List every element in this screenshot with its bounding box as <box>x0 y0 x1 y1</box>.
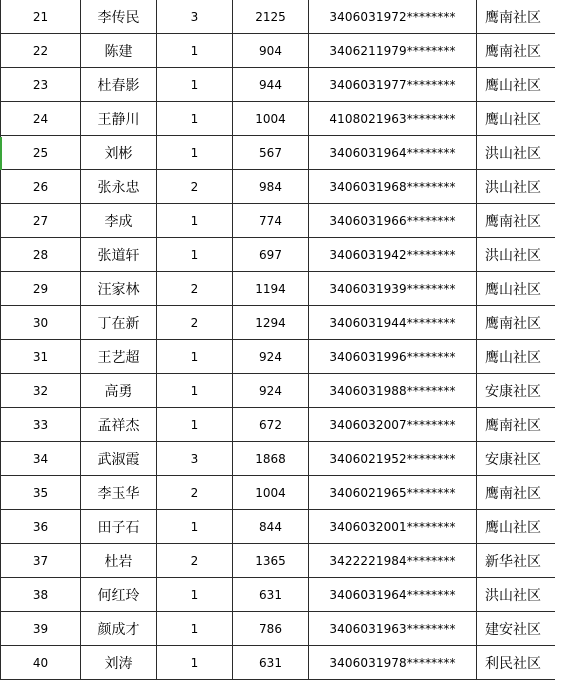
table-row <box>1 612 555 646</box>
cell-name[interactable]: 杜岩 <box>81 544 157 578</box>
cell-count[interactable]: 2 <box>157 306 233 340</box>
cell-number[interactable]: 34 <box>1 442 81 476</box>
cell-id-number[interactable]: 3406211979******** <box>309 34 477 68</box>
cell-community[interactable]: 鹰山社区 <box>477 68 555 102</box>
cell-id-number[interactable]: 3406031977******** <box>309 68 477 102</box>
cell-count[interactable]: 1 <box>157 612 233 646</box>
cell-id-number[interactable]: 3406031939******** <box>309 272 477 306</box>
cell-community[interactable]: 鹰山社区 <box>477 272 555 306</box>
cell-count[interactable]: 3 <box>157 0 233 34</box>
cell-name[interactable]: 刘彬 <box>81 136 157 170</box>
cell-name[interactable]: 陈建 <box>81 34 157 68</box>
cell-name[interactable]: 田子石 <box>81 510 157 544</box>
cell-name[interactable]: 高勇 <box>81 374 157 408</box>
cell-amount[interactable]: 631 <box>233 578 309 612</box>
cell-community[interactable]: 安康社区 <box>477 374 555 408</box>
cell-amount[interactable]: 844 <box>233 510 309 544</box>
cell-id-number[interactable]: 3406021952******** <box>309 442 477 476</box>
table-row <box>1 510 555 544</box>
cell-id-number[interactable]: 3406031978******** <box>309 646 477 680</box>
cell-amount[interactable]: 697 <box>233 238 309 272</box>
cell-name[interactable]: 王静川 <box>81 102 157 136</box>
cell-amount[interactable]: 1365 <box>233 544 309 578</box>
cell-id-number[interactable]: 3406032007******** <box>309 408 477 442</box>
cell-amount[interactable]: 944 <box>233 68 309 102</box>
cell-count[interactable]: 1 <box>157 34 233 68</box>
cell-amount[interactable]: 924 <box>233 340 309 374</box>
cell-id-number[interactable]: 3406031996******** <box>309 340 477 374</box>
table-row <box>1 34 555 68</box>
cell-name[interactable]: 颜成才 <box>81 612 157 646</box>
cell-community[interactable]: 利民社区 <box>477 646 555 680</box>
table-row <box>1 136 555 170</box>
table-row <box>1 340 555 374</box>
cell-name[interactable]: 何红玲 <box>81 578 157 612</box>
cell-community[interactable]: 建安社区 <box>477 612 555 646</box>
cell-community[interactable]: 洪山社区 <box>477 238 555 272</box>
table-row <box>1 578 555 612</box>
cell-count[interactable]: 1 <box>157 578 233 612</box>
cell-count[interactable]: 1 <box>157 238 233 272</box>
table-row <box>1 408 555 442</box>
cell-amount[interactable]: 904 <box>233 34 309 68</box>
cell-community[interactable]: 鹰南社区 <box>477 408 555 442</box>
cell-count[interactable]: 1 <box>157 408 233 442</box>
cell-community[interactable]: 鹰山社区 <box>477 510 555 544</box>
cell-amount[interactable]: 786 <box>233 612 309 646</box>
cell-number[interactable]: 40 <box>1 646 81 680</box>
cell-count[interactable]: 1 <box>157 204 233 238</box>
table-row <box>1 544 555 578</box>
table-row <box>1 204 555 238</box>
cell-name[interactable]: 孟祥杰 <box>81 408 157 442</box>
cell-community[interactable]: 鹰南社区 <box>477 476 555 510</box>
cell-count[interactable]: 2 <box>157 544 233 578</box>
table-row <box>1 374 555 408</box>
cell-amount[interactable]: 984 <box>233 170 309 204</box>
table-row <box>1 102 555 136</box>
cell-name[interactable]: 丁在新 <box>81 306 157 340</box>
cell-number[interactable]: 36 <box>1 510 81 544</box>
cell-name[interactable]: 杜春影 <box>81 68 157 102</box>
cell-amount[interactable]: 1004 <box>233 476 309 510</box>
cell-community[interactable]: 鹰南社区 <box>477 306 555 340</box>
cell-count[interactable]: 2 <box>157 272 233 306</box>
cell-count[interactable]: 1 <box>157 102 233 136</box>
cell-name[interactable]: 张道轩 <box>81 238 157 272</box>
cell-id-number[interactable]: 3406031964******** <box>309 136 477 170</box>
cell-count[interactable]: 1 <box>157 68 233 102</box>
cell-community[interactable]: 鹰山社区 <box>477 340 555 374</box>
cell-number[interactable]: 33 <box>1 408 81 442</box>
table-row <box>1 0 555 34</box>
cell-number[interactable]: 25 <box>1 136 81 170</box>
cell-number[interactable]: 30 <box>1 306 81 340</box>
cell-number[interactable]: 22 <box>1 34 81 68</box>
cell-amount[interactable]: 774 <box>233 204 309 238</box>
cell-count[interactable]: 1 <box>157 136 233 170</box>
cell-count[interactable]: 2 <box>157 170 233 204</box>
cell-number[interactable]: 28 <box>1 238 81 272</box>
cell-number[interactable]: 35 <box>1 476 81 510</box>
cell-id-number[interactable]: 3406031944******** <box>309 306 477 340</box>
cell-name[interactable]: 武淑霞 <box>81 442 157 476</box>
cell-amount[interactable]: 924 <box>233 374 309 408</box>
cell-amount[interactable]: 672 <box>233 408 309 442</box>
cell-name[interactable]: 李传民 <box>81 0 157 34</box>
cell-count[interactable]: 2 <box>157 476 233 510</box>
cell-number[interactable]: 39 <box>1 612 81 646</box>
cell-amount[interactable]: 1194 <box>233 272 309 306</box>
cell-id-number[interactable]: 3406031963******** <box>309 612 477 646</box>
cell-id-number[interactable]: 3406031964******** <box>309 578 477 612</box>
cell-id-number[interactable]: 3406031966******** <box>309 204 477 238</box>
cell-name[interactable]: 王艺超 <box>81 340 157 374</box>
cell-number[interactable]: 38 <box>1 578 81 612</box>
table-row <box>1 476 555 510</box>
cell-count[interactable]: 1 <box>157 646 233 680</box>
cell-id-number[interactable]: 3406021965******** <box>309 476 477 510</box>
table-row <box>1 646 555 680</box>
cell-name[interactable]: 刘涛 <box>81 646 157 680</box>
cell-name[interactable]: 李成 <box>81 204 157 238</box>
cell-amount[interactable]: 631 <box>233 646 309 680</box>
cell-count[interactable]: 1 <box>157 340 233 374</box>
cell-community[interactable]: 洪山社区 <box>477 578 555 612</box>
cell-id-number[interactable]: 3406031972******** <box>309 0 477 34</box>
cell-id-number[interactable]: 3406031968******** <box>309 170 477 204</box>
cell-community[interactable]: 洪山社区 <box>477 170 555 204</box>
cell-name[interactable]: 汪家林 <box>81 272 157 306</box>
cell-amount[interactable]: 1868 <box>233 442 309 476</box>
cell-number[interactable]: 32 <box>1 374 81 408</box>
table-row <box>1 170 555 204</box>
cell-community[interactable]: 洪山社区 <box>477 136 555 170</box>
cell-community[interactable]: 安康社区 <box>477 442 555 476</box>
cell-amount[interactable]: 1004 <box>233 102 309 136</box>
cell-number[interactable]: 37 <box>1 544 81 578</box>
cell-amount[interactable]: 1294 <box>233 306 309 340</box>
cell-community[interactable]: 鹰南社区 <box>477 0 555 34</box>
cell-name[interactable]: 张永忠 <box>81 170 157 204</box>
cell-community[interactable]: 新华社区 <box>477 544 555 578</box>
cell-number[interactable]: 21 <box>1 0 81 34</box>
cell-id-number[interactable]: 3406032001******** <box>309 510 477 544</box>
table-row <box>1 68 555 102</box>
cell-id-number[interactable]: 3406031988******** <box>309 374 477 408</box>
table-row <box>1 442 555 476</box>
table-body <box>1 0 555 680</box>
active-row-marker <box>0 137 2 170</box>
cell-number[interactable]: 23 <box>1 68 81 102</box>
cell-count[interactable]: 1 <box>157 374 233 408</box>
cell-id-number[interactable]: 3406031942******** <box>309 238 477 272</box>
cell-number[interactable]: 29 <box>1 272 81 306</box>
cell-number[interactable]: 31 <box>1 340 81 374</box>
table-row <box>1 272 555 306</box>
cell-number[interactable]: 27 <box>1 204 81 238</box>
cell-id-number[interactable]: 4108021963******** <box>309 102 477 136</box>
cell-count[interactable]: 1 <box>157 510 233 544</box>
table-row <box>1 306 555 340</box>
cell-number[interactable]: 26 <box>1 170 81 204</box>
cell-community[interactable]: 鹰南社区 <box>477 204 555 238</box>
cell-id-number[interactable]: 3422221984******** <box>309 544 477 578</box>
cell-community[interactable]: 鹰南社区 <box>477 34 555 68</box>
cell-name[interactable]: 李玉华 <box>81 476 157 510</box>
cell-amount[interactable]: 2125 <box>233 0 309 34</box>
table-row <box>1 238 555 272</box>
cell-amount[interactable]: 567 <box>233 136 309 170</box>
cell-community[interactable]: 鹰山社区 <box>477 102 555 136</box>
cell-number[interactable]: 24 <box>1 102 81 136</box>
cell-count[interactable]: 3 <box>157 442 233 476</box>
